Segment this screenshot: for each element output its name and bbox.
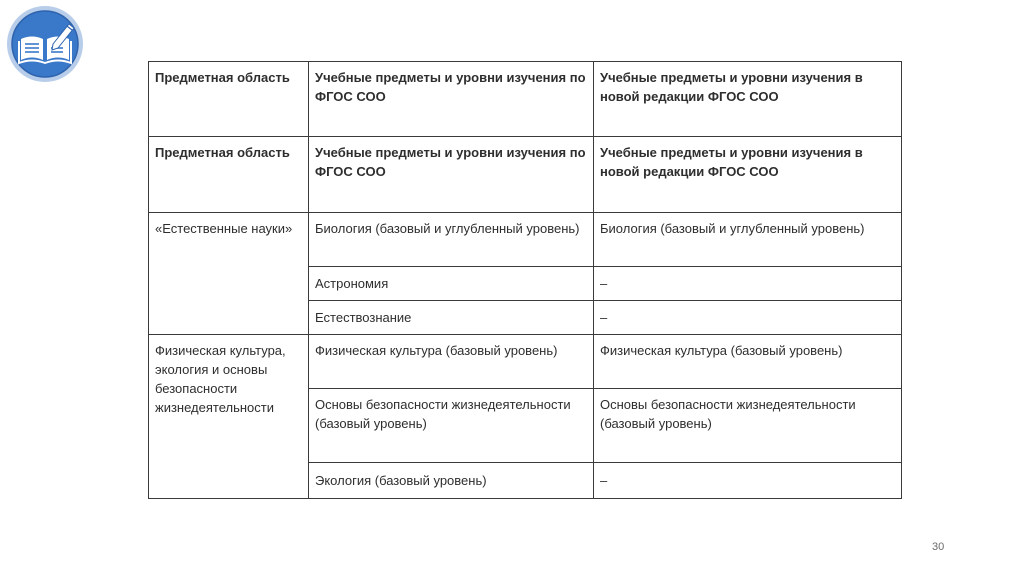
subject-cell-new: Физическая культура (базовый уровень) — [594, 335, 902, 389]
open-book-with-pen-icon — [5, 4, 85, 84]
subject-cell-new: – — [594, 267, 902, 301]
header-cell-area: Предметная область — [149, 137, 309, 213]
header-cell-new-fgos-soo: Учебные предметы и уровни изучения в новой редакции ФГОС СОО — [594, 62, 902, 137]
subject-area-cell: Физическая культура, экология и основы безопасности жизнедеятельности — [149, 335, 309, 499]
table-row — [149, 213, 902, 267]
table-header-row — [149, 137, 902, 213]
table-row — [149, 335, 902, 389]
page-number: 30 — [932, 541, 945, 553]
subject-cell-old: Основы безопасности жизнедеятельности (базовый уровень) — [309, 389, 594, 463]
header-cell-fgos-soo: Учебные предметы и уровни изучения по ФГОС СОО — [309, 62, 594, 137]
subject-cell-old: Астрономия — [309, 267, 594, 301]
subject-cell-old: Естествознание — [309, 301, 594, 335]
header-cell-area: Предметная область — [149, 62, 309, 137]
header-cell-new-fgos-soo: Учебные предметы и уровни изучения в новой редакции ФГОС СОО — [594, 137, 902, 213]
subject-cell-old: Экология (базовый уровень) — [309, 463, 594, 499]
header-cell-fgos-soo: Учебные предметы и уровни изучения по ФГОС СОО — [309, 137, 594, 213]
subject-cell-new: Основы безопасности жизнедеятельности (базовый уровень) — [594, 389, 902, 463]
subject-area-cell: «Естественные науки» — [149, 213, 309, 335]
table-header-row — [149, 62, 902, 137]
subject-cell-new: – — [594, 463, 902, 499]
subject-cell-old: Физическая культура (базовый уровень) — [309, 335, 594, 389]
subject-cell-new: Биология (базовый и углубленный уровень) — [594, 213, 902, 267]
subject-cell-new: – — [594, 301, 902, 335]
subject-cell-old: Биология (базовый и углубленный уровень) — [309, 213, 594, 267]
subjects-comparison-table — [148, 61, 902, 499]
